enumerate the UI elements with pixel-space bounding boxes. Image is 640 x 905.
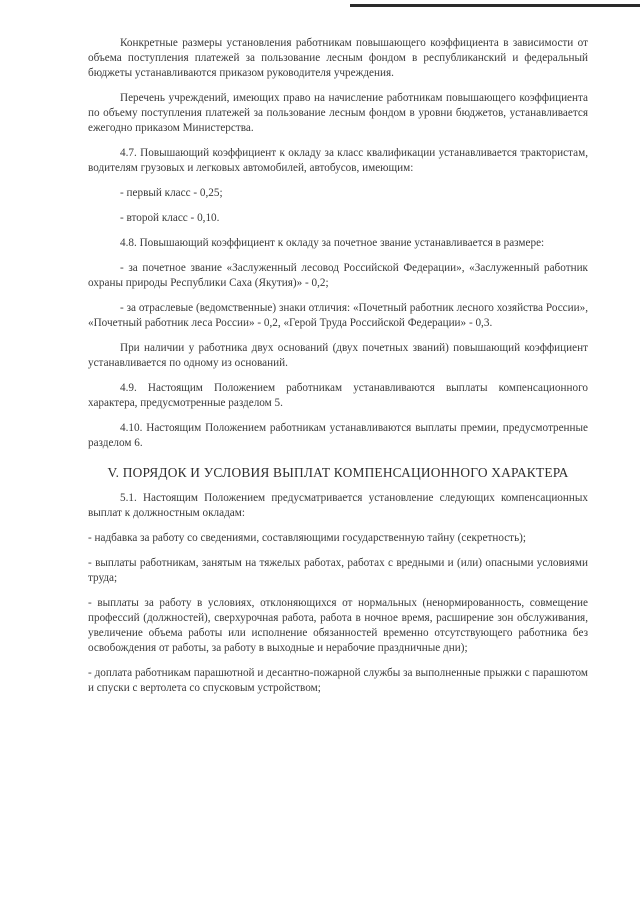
paragraph-two-grounds: При наличии у работника двух оснований (двух почетных званий) повышающий коэффициент устанавливается по одному из оснований. (88, 342, 588, 369)
top-border-line (350, 4, 640, 7)
paragraph-institutions-list: Перечень учреждений, имеющих право на начисление работникам повышающего коэффициента по объему поступления платежей за пользование лесным фондом в уровни бюджетов, устанавливается ежегодно приказом Министерства. (88, 92, 588, 134)
list-item-secrecy-bonus: - надбавка за работу со сведениями, составляющими государственную тайну (секретность); (88, 532, 527, 544)
list-item-honorary-title: - за почетное звание «Заслуженный лесовод Российской Федерации», «Заслуженный работник охраны природы Республики Саха (Якутия)» - 0,2; (88, 262, 588, 289)
list-item-abnormal-conditions: - выплаты за работу в условиях, отклоняющихся от нормальных (ненормированность, совмещение профессий (должностей), сверхурочная работа, работа в ночное время, расширение зон обслуживания, увеличение объема работы или исполнение обязанностей временно отсутствующего работника без освобождения от работы, за работу в выходные и нерабочие праздничные дни); (88, 597, 588, 654)
document-page (88, 36, 588, 706)
paragraph-5-1: 5.1. Настоящим Положением предусматривается установление следующих компенсационных выплат к должностным окладам: (88, 492, 588, 519)
paragraph-4-8: 4.8. Повышающий коэффициент к окладу за почетное звание устанавливается в размере: (120, 237, 545, 249)
paragraph-coefficient-sizes: Конкретные размеры установления работникам повышающего коэффициента в зависимости от объема поступления платежей за пользование лесным фондом в республиканский и федеральный бюджеты устанавливаются приказом руководителя учреждения. (88, 37, 588, 79)
list-item-parachute-service: - доплата работникам парашютной и десантно-пожарной службы за выполненные прыжки с парашютом и спуски с вертолета со спусковым устройством; (88, 667, 588, 694)
list-item-second-class: - второй класс - 0,10. (120, 212, 220, 224)
list-item-hazardous-work: - выплаты работникам, занятым на тяжелых работах, работах с вредными и (или) опасными условиями труда; (88, 557, 588, 584)
section-heading-v: V. ПОРЯДОК И УСЛОВИЯ ВЫПЛАТ КОМПЕНСАЦИОННОГО ХАРАКТЕРА (107, 465, 569, 480)
paragraph-4-7: 4.7. Повышающий коэффициент к окладу за класс квалификации устанавливается трактористам, водителям грузовых и легковых автомобилей, автобусов, имеющим: (88, 147, 588, 174)
list-item-industry-awards: - за отраслевые (ведомственные) знаки отличия: «Почетный работник лесного хозяйства России», «Почетный работник леса России» - 0,2, «Герой Труда Российской Федерации» - 0,3. (88, 302, 588, 329)
list-item-first-class: - первый класс - 0,25; (120, 187, 223, 199)
paragraph-4-10: 4.10. Настоящим Положением работникам устанавливаются выплаты премии, предусмотренные разделом 6. (88, 422, 588, 449)
paragraph-4-9: 4.9. Настоящим Положением работникам устанавливаются выплаты компенсационного характера, предусмотренные разделом 5. (88, 382, 588, 409)
